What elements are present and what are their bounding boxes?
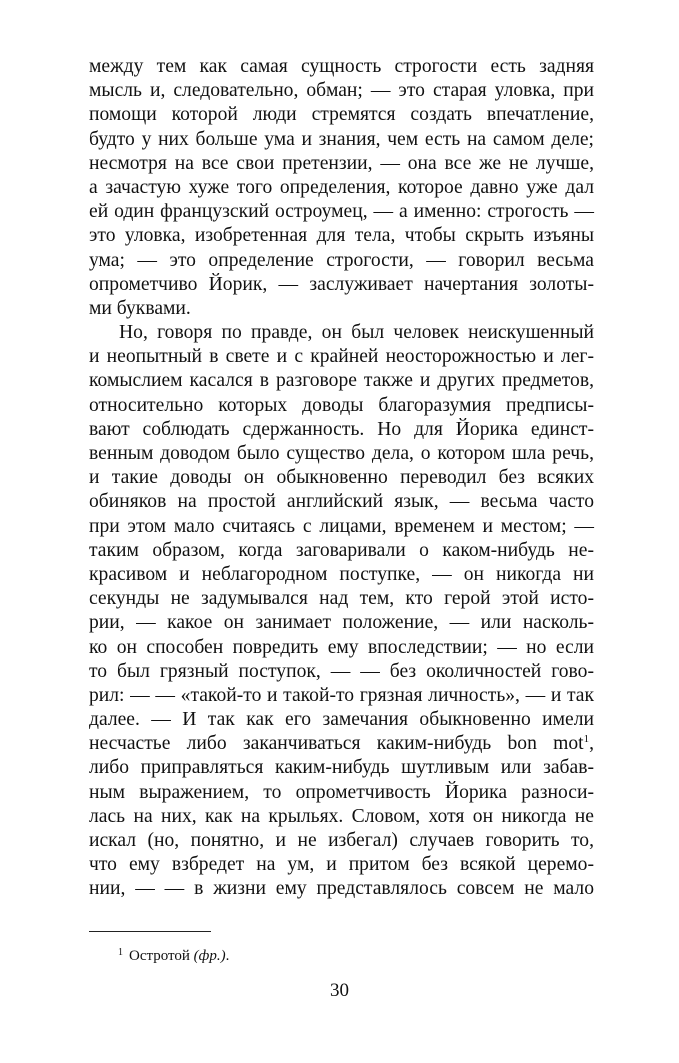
body-text xyxy=(89,55,594,902)
text-line: обиняков на простой английский язык, — весьма часто xyxy=(89,491,594,513)
text-line: и такие доводы он обыкновенно переводил без всяких xyxy=(89,467,594,489)
text-line: то был грязный поступок, — — без околичностей гово- xyxy=(89,660,594,682)
text-line: ума; — это определение строгости, — говорил весьма xyxy=(89,249,594,271)
paragraph-end-line: ми буквами. xyxy=(89,297,191,319)
page-number: 30 xyxy=(330,980,349,1001)
text-line: таким образом, когда заговаривали о каком-нибудь не- xyxy=(89,539,594,561)
text-line: либо приправляться каким-нибудь шутливым или забав- xyxy=(89,757,594,779)
footnote-end: . xyxy=(225,948,230,964)
footnote-source: (фр.) xyxy=(193,948,226,964)
footnote-divider xyxy=(89,931,211,932)
text-line: рил: — — «такой-то и такой-то грязная личность», — и так xyxy=(89,684,594,706)
text-line: секунды не задумывался над тем, кто герой этой исто- xyxy=(89,588,594,610)
text-line: несмотря на все свои претензии, — она все же не лучше, xyxy=(89,152,594,174)
text-line: ей один французский остроумец, — а именно: строгость — xyxy=(89,201,594,223)
text-line: далее. — И так как его замечания обыкновенно имели xyxy=(89,709,594,731)
text-line: лась на них, как на крыльях. Словом, хотя он никогда не xyxy=(89,805,594,827)
text-line: искал (но, понятно, и не избегал) случаев говорить то, xyxy=(89,830,594,851)
line-text: несчастье либо заканчиваться каким-нибудь bon mot xyxy=(89,733,584,755)
line-punctuation: , xyxy=(589,733,594,755)
text-line: венным доводом было существо дела, о котором шла речь, xyxy=(89,443,594,464)
text-line: нии, — — в жизни ему представлялось совсем не мало xyxy=(89,878,594,900)
text-line: опрометчиво Йорик, — заслуживает начертания золоты- xyxy=(89,273,594,295)
text-line: рии, — какое он занимает положение, — или насколь- xyxy=(89,612,594,634)
text-line: будто у них больше ума и знания, чем есть на самом деле; xyxy=(89,128,594,150)
footnote-text: Остротой xyxy=(129,948,190,964)
text-line: мысль и, следовательно, обман; — это старая уловка, при xyxy=(89,80,594,102)
footnote xyxy=(118,944,229,965)
text-line: комыслием касался в разговоре также и других предметов, xyxy=(89,370,594,392)
footnote-number: 1 xyxy=(118,947,123,958)
text-line-with-footnote-ref xyxy=(89,732,594,756)
text-line: что ему взбредет на ум, и притом без всякой церемо- xyxy=(89,854,594,876)
text-line: относительно которых доводы благоразумия предписы- xyxy=(89,394,594,416)
text-line: при этом мало считаясь с лицами, временем и местом; — xyxy=(89,515,594,537)
text-line: между тем как самая сущность строгости есть задняя xyxy=(89,56,594,77)
text-line: вают соблюдать сдержанность. Но для Йорика единст- xyxy=(89,418,594,440)
text-line: ным выражением, то опрометчивость Йорика разноси- xyxy=(89,781,594,803)
paragraph-start-line: Но, говоря по правде, он был человек неискушенный xyxy=(119,322,594,344)
text-line: а зачастую хуже того определения, которое давно уже дал xyxy=(89,176,594,198)
text-line: это уловка, изобретенная для тела, чтобы скрыть изъяны xyxy=(89,225,594,247)
text-line: помощи которой люди стремятся создать впечатление, xyxy=(89,104,594,126)
text-line: и неопытный в свете и с крайней неосторожностью и лег- xyxy=(89,346,594,368)
text-line: ко он способен повредить ему впоследствии; — но если xyxy=(89,636,594,658)
text-line: красивом и неблагородном поступке, — он никогда ни xyxy=(89,563,594,585)
footnote-reference[interactable]: 1 xyxy=(583,733,590,746)
